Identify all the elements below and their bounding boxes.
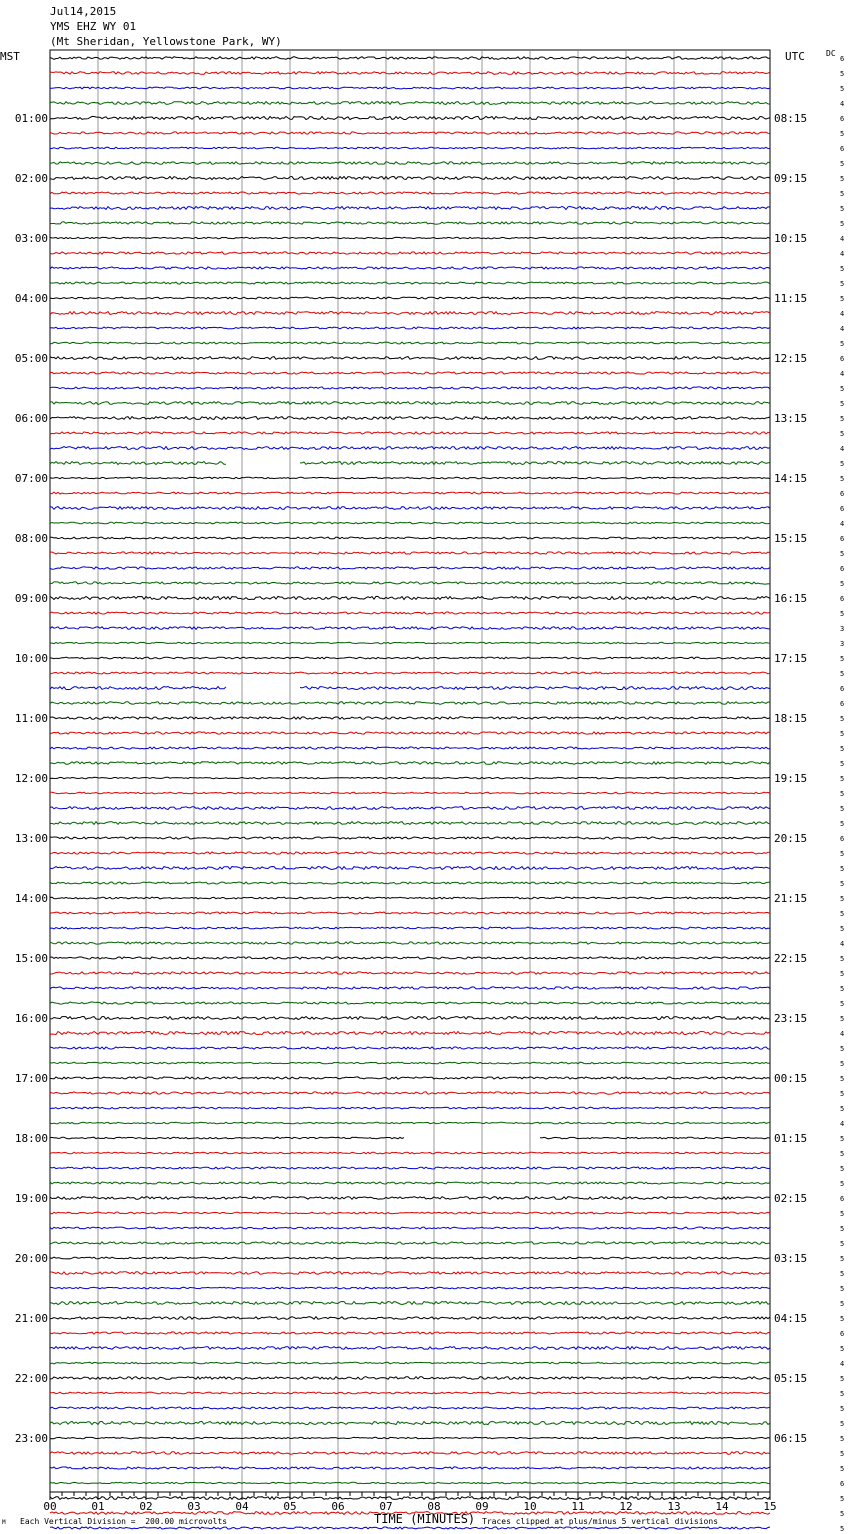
- trace-line: [50, 1137, 770, 1139]
- trace-line: [50, 1257, 770, 1259]
- right-hour-label: 20:15: [774, 832, 808, 845]
- trace-line: [50, 57, 770, 60]
- dc-value: 5: [840, 280, 845, 288]
- left-hour-label: 15:00: [14, 952, 48, 965]
- dc-value: 6: [840, 55, 845, 63]
- dc-value: 5: [840, 1165, 845, 1173]
- trace-line: [50, 1092, 770, 1094]
- dc-value: 6: [840, 565, 845, 573]
- dc-value: 5: [840, 1105, 845, 1113]
- trace-line: [50, 1062, 770, 1064]
- plot-frame: [50, 50, 770, 1492]
- x-tick-label: 10: [523, 1500, 537, 1513]
- trace-line: [50, 1452, 770, 1455]
- dc-value: 6: [840, 1195, 845, 1203]
- dc-value: 3: [840, 640, 845, 648]
- dc-value: 5: [840, 1090, 845, 1098]
- dc-value: 4: [840, 1120, 845, 1128]
- trace-line: [50, 72, 770, 75]
- dc-value: 5: [840, 760, 845, 768]
- right-timezone-label: UTC: [785, 50, 805, 63]
- dc-value: 6: [840, 685, 845, 693]
- dc-value: 5: [840, 1510, 845, 1518]
- right-hour-label: 12:15: [774, 352, 808, 365]
- trace-line: [50, 207, 770, 210]
- trace-line: [50, 582, 770, 584]
- dc-value: 5: [840, 580, 845, 588]
- dc-value: 5: [840, 130, 845, 138]
- trace-line: [50, 522, 770, 524]
- dc-value: 5: [840, 1075, 845, 1083]
- trace-line: [50, 1347, 770, 1350]
- dc-value: 5: [840, 745, 845, 753]
- station-code: YMS EHZ WY 01: [50, 20, 137, 33]
- dc-value: 5: [840, 1390, 845, 1398]
- left-hour-label: 01:00: [14, 112, 48, 125]
- trace-line: [50, 461, 770, 464]
- trace-line: [50, 1437, 770, 1438]
- trace-line: [50, 672, 770, 674]
- trace-line: [50, 1031, 770, 1034]
- trace-line: [50, 912, 770, 914]
- trace-line: [50, 1467, 770, 1469]
- trace-line: [50, 192, 770, 194]
- dc-value: 5: [840, 175, 845, 183]
- dc-value: 5: [840, 610, 845, 618]
- x-axis-label: TIME (MINUTES): [374, 1512, 476, 1526]
- dc-value: 5: [840, 385, 845, 393]
- trace-line: [50, 777, 770, 778]
- right-hour-label: 19:15: [774, 772, 808, 785]
- x-tick-label: 09: [475, 1500, 489, 1513]
- x-tick-label: 03: [187, 1500, 201, 1513]
- dc-value: 4: [840, 370, 845, 378]
- trace-line: [50, 1527, 770, 1529]
- right-hour-label: 04:15: [774, 1312, 808, 1325]
- trace-line: [50, 252, 770, 254]
- dc-value: 5: [840, 1315, 845, 1323]
- left-hour-label: 09:00: [14, 592, 48, 605]
- trace-line: [50, 87, 770, 89]
- dc-value: 5: [840, 85, 845, 93]
- trace-line: [50, 747, 770, 749]
- left-hour-label: 03:00: [14, 232, 48, 245]
- left-hour-label: 18:00: [14, 1132, 48, 1145]
- left-hour-label: 12:00: [14, 772, 48, 785]
- dc-value: 5: [840, 70, 845, 78]
- x-tick-label: 07: [379, 1500, 393, 1513]
- dc-value: 5: [840, 1525, 845, 1533]
- dc-value: 5: [840, 1285, 845, 1293]
- right-hour-label: 13:15: [774, 412, 808, 425]
- dc-value: 5: [840, 1465, 845, 1473]
- left-timezone-label: MST: [0, 50, 20, 63]
- left-hour-label: 02:00: [14, 172, 48, 185]
- right-hour-label: 16:15: [774, 592, 808, 605]
- dc-value: 6: [840, 115, 845, 123]
- dc-value: 6: [840, 505, 845, 513]
- dc-value: 5: [840, 970, 845, 978]
- trace-line: [50, 1407, 770, 1409]
- trace-line: [50, 627, 770, 630]
- trace-line: [50, 387, 770, 389]
- left-hour-label: 22:00: [14, 1372, 48, 1385]
- dc-value: 5: [840, 340, 845, 348]
- dc-value: 4: [840, 325, 845, 333]
- right-hour-label: 18:15: [774, 712, 808, 725]
- trace-line: [50, 792, 770, 794]
- trace-line: [50, 567, 770, 569]
- dc-value: 5: [840, 1225, 845, 1233]
- dc-value: 5: [840, 1000, 845, 1008]
- dc-value: 4: [840, 520, 845, 528]
- clip-note: Traces clipped at plus/minus 5 vertical divisions: [482, 1517, 719, 1526]
- trace-line: [50, 1332, 770, 1334]
- dc-value: 5: [840, 1375, 845, 1383]
- trace-line: [50, 1047, 770, 1049]
- dc-value: 5: [840, 1015, 845, 1023]
- dc-value: 5: [840, 1435, 845, 1443]
- trace-line: [50, 1017, 770, 1020]
- trace-line: [50, 1317, 770, 1320]
- dc-value: 4: [840, 1360, 845, 1368]
- trace-line: [50, 987, 770, 989]
- left-hour-label: 04:00: [14, 292, 48, 305]
- x-tick-label: 15: [763, 1500, 777, 1513]
- trace-line: [50, 1122, 770, 1124]
- trace-line: [50, 447, 770, 450]
- dc-value: 6: [840, 145, 845, 153]
- x-tick-label: 11: [571, 1500, 585, 1513]
- left-hour-label: 08:00: [14, 532, 48, 545]
- dc-value: 4: [840, 1030, 845, 1038]
- trace-line: [50, 1302, 770, 1305]
- right-hour-label: 08:15: [774, 112, 808, 125]
- dc-value: 5: [840, 880, 845, 888]
- dc-value: 5: [840, 730, 845, 738]
- dc-value: 5: [840, 295, 845, 303]
- dc-value: 5: [840, 910, 845, 918]
- left-hour-label: 20:00: [14, 1252, 48, 1265]
- trace-line: [50, 1497, 770, 1500]
- dc-value: 5: [840, 550, 845, 558]
- dc-value: 6: [840, 535, 845, 543]
- right-hour-label: 23:15: [774, 1012, 808, 1025]
- right-hour-label: 03:15: [774, 1252, 808, 1265]
- trace-line: [50, 852, 770, 854]
- trace-line: [50, 267, 770, 269]
- trace-line: [50, 972, 770, 974]
- right-hour-label: 02:15: [774, 1192, 808, 1205]
- dc-value: 5: [840, 670, 845, 678]
- dc-value: 5: [840, 1150, 845, 1158]
- dc-value: 4: [840, 940, 845, 948]
- right-hour-label: 17:15: [774, 652, 808, 665]
- dc-value: 4: [840, 235, 845, 243]
- x-tick-label: 04: [235, 1500, 249, 1513]
- dc-value: 5: [840, 955, 845, 963]
- dc-value: 5: [840, 1300, 845, 1308]
- dc-value: 5: [840, 850, 845, 858]
- trace-line: [50, 552, 770, 554]
- trace-line: [50, 807, 770, 810]
- x-tick-label: 12: [619, 1500, 633, 1513]
- trace-line: [50, 297, 770, 299]
- trace-line: [50, 762, 770, 765]
- right-hour-label: 09:15: [774, 172, 808, 185]
- trace-line: [50, 417, 770, 420]
- trace-line: [50, 132, 770, 134]
- dc-value: 5: [840, 1345, 845, 1353]
- dc-value: 5: [840, 1240, 845, 1248]
- trace-line: [50, 237, 770, 238]
- left-hour-label: 07:00: [14, 472, 48, 485]
- dc-value: 5: [840, 1045, 845, 1053]
- trace-line: [50, 702, 770, 705]
- dc-value: 5: [840, 775, 845, 783]
- left-hour-label: 05:00: [14, 352, 48, 365]
- dc-value: 5: [840, 925, 845, 933]
- trace-line: [50, 477, 770, 479]
- trace-line: [50, 1482, 770, 1483]
- dc-value: 6: [840, 1480, 845, 1488]
- trace-line: [50, 147, 770, 149]
- dc-value: 5: [840, 1495, 845, 1503]
- x-tick-label: 00: [43, 1500, 57, 1513]
- trace-line: [50, 507, 770, 510]
- trace-line: [50, 1242, 770, 1244]
- trace-line: [50, 1152, 770, 1154]
- left-hour-label: 11:00: [14, 712, 48, 725]
- trace-line: [50, 162, 770, 165]
- trace-line: [50, 732, 770, 734]
- trace-line: [50, 342, 770, 344]
- trace-line: [50, 327, 770, 329]
- trace-line: [50, 596, 770, 599]
- right-hour-label: 22:15: [774, 952, 808, 965]
- left-hour-label: 23:00: [14, 1432, 48, 1445]
- right-hour-label: 21:15: [774, 892, 808, 905]
- dc-value: 5: [840, 790, 845, 798]
- trace-line: [50, 1362, 770, 1364]
- dc-value: 5: [840, 220, 845, 228]
- trace-line: [50, 897, 770, 899]
- trace-line: [50, 837, 770, 839]
- dc-value: 5: [840, 820, 845, 828]
- trace-line: [50, 537, 770, 539]
- right-hour-label: 06:15: [774, 1432, 808, 1445]
- right-hour-label: 15:15: [774, 532, 808, 545]
- left-hour-label: 19:00: [14, 1192, 48, 1205]
- x-tick-label: 02: [139, 1500, 153, 1513]
- dc-value: 6: [840, 835, 845, 843]
- trace-line: [50, 1107, 770, 1109]
- trace-line: [50, 927, 770, 929]
- trace-line: [50, 717, 770, 719]
- trace-line: [50, 1272, 770, 1274]
- trace-line: [50, 867, 770, 870]
- trace-line: [50, 1377, 770, 1380]
- dc-value: 5: [840, 865, 845, 873]
- left-hour-label: 16:00: [14, 1012, 48, 1025]
- dc-value: 5: [840, 430, 845, 438]
- x-tick-label: 05: [283, 1500, 297, 1513]
- dc-value: 5: [840, 460, 845, 468]
- right-hour-label: 14:15: [774, 472, 808, 485]
- dc-value: 5: [840, 1405, 845, 1413]
- dc-value: 4: [840, 250, 845, 258]
- dc-value: 6: [840, 700, 845, 708]
- dc-value: 4: [840, 310, 845, 318]
- trace-line: [50, 1227, 770, 1229]
- dc-label: DC: [826, 49, 836, 58]
- left-hour-label: 13:00: [14, 832, 48, 845]
- trace-line: [50, 1182, 770, 1184]
- trace-line: [50, 177, 770, 180]
- trace-line: [50, 1287, 770, 1289]
- station-location: (Mt Sheridan, Yellowstone Park, WY): [50, 35, 282, 48]
- corner-mark: M: [2, 1519, 6, 1526]
- trace-line: [50, 102, 770, 105]
- left-hour-label: 17:00: [14, 1072, 48, 1085]
- trace-line: [50, 882, 770, 884]
- dc-value: 5: [840, 205, 845, 213]
- trace-line: [50, 116, 770, 119]
- trace-line: [50, 1077, 770, 1079]
- dc-value: 5: [840, 895, 845, 903]
- trace-line: [50, 1002, 770, 1004]
- trace-line: [50, 1167, 770, 1169]
- dc-value: 5: [840, 1060, 845, 1068]
- dc-value: 5: [840, 190, 845, 198]
- dc-value: 5: [840, 1450, 845, 1458]
- trace-line: [50, 402, 770, 405]
- trace-line: [50, 942, 770, 944]
- record-date: Jul14,2015: [50, 5, 117, 18]
- x-tick-label: 06: [331, 1500, 345, 1513]
- dc-value: 5: [840, 1180, 845, 1188]
- dc-value: 5: [840, 475, 845, 483]
- trace-line: [50, 642, 770, 643]
- dc-value: 5: [840, 415, 845, 423]
- trace-line: [50, 357, 770, 360]
- right-hour-label: 11:15: [774, 292, 808, 305]
- dc-value: 5: [840, 715, 845, 723]
- dc-value: 5: [840, 1420, 845, 1428]
- x-tick-label: 14: [715, 1500, 729, 1513]
- trace-line: [50, 957, 770, 959]
- dc-value: 5: [840, 805, 845, 813]
- dc-value: 6: [840, 355, 845, 363]
- trace-line: [50, 1197, 770, 1200]
- dc-value: 5: [840, 1135, 845, 1143]
- left-hour-label: 21:00: [14, 1312, 48, 1325]
- x-tick-label: 13: [667, 1500, 681, 1513]
- x-tick-label: 08: [427, 1500, 441, 1513]
- trace-line: [50, 1421, 770, 1424]
- trace-line: [50, 1212, 770, 1214]
- dc-value: 6: [840, 595, 845, 603]
- left-hour-label: 14:00: [14, 892, 48, 905]
- dc-value: 5: [840, 985, 845, 993]
- dc-value: 5: [840, 160, 845, 168]
- dc-value: 5: [840, 1210, 845, 1218]
- dc-value: 5: [840, 1255, 845, 1263]
- trace-line: [50, 222, 770, 224]
- trace-line: [50, 492, 770, 494]
- trace-line: [50, 612, 770, 614]
- right-hour-label: 10:15: [774, 232, 808, 245]
- dc-value: 5: [840, 1270, 845, 1278]
- trace-line: [50, 312, 770, 315]
- trace-line: [50, 1392, 770, 1394]
- dc-value: 6: [840, 490, 845, 498]
- trace-line: [50, 372, 770, 374]
- dc-value: 6: [840, 1330, 845, 1338]
- trace-line: [50, 687, 770, 690]
- trace-line: [50, 432, 770, 434]
- vertical-division-note: Each Vertical Division = 200.00 microvolts: [20, 1517, 228, 1526]
- dc-value: 5: [840, 400, 845, 408]
- dc-value: 5: [840, 265, 845, 273]
- trace-line: [50, 282, 770, 284]
- dc-value: 4: [840, 100, 845, 108]
- dc-value: 4: [840, 445, 845, 453]
- x-tick-label: 01: [91, 1500, 105, 1513]
- left-hour-label: 10:00: [14, 652, 48, 665]
- trace-line: [50, 657, 770, 659]
- trace-line: [50, 822, 770, 825]
- dc-value: 5: [840, 655, 845, 663]
- right-hour-label: 01:15: [774, 1132, 808, 1145]
- left-hour-label: 06:00: [14, 412, 48, 425]
- dc-value: 3: [840, 625, 845, 633]
- right-hour-label: 05:15: [774, 1372, 808, 1385]
- right-hour-label: 00:15: [774, 1072, 808, 1085]
